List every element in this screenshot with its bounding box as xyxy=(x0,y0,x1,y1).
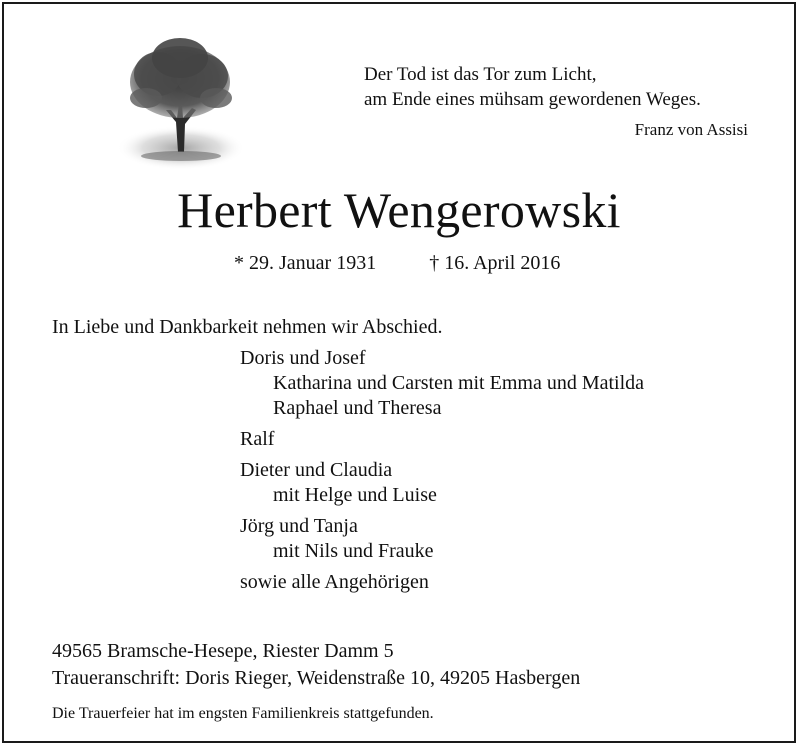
family-group xyxy=(240,346,644,421)
family-member: mit Helge und Luise xyxy=(273,484,437,506)
family-head: Ralf xyxy=(240,428,275,450)
family-group xyxy=(240,514,644,564)
obituary-notice xyxy=(2,2,796,743)
family-member: mit Nils und Frauke xyxy=(273,540,434,562)
funeral-note: Die Trauerfeier hat im engsten Familienkreis stattgefunden. xyxy=(52,705,434,722)
mourning-address: Traueranschrift: Doris Rieger, Weidenstraße 10, 49205 Hasbergen xyxy=(52,667,581,689)
family-group xyxy=(240,570,644,595)
death-date: † 16. April 2016 xyxy=(429,252,561,274)
residence-address: 49565 Bramsche-Hesepe, Riester Damm 5 xyxy=(52,640,394,662)
quote-line: am Ende eines mühsam gewordenen Weges. xyxy=(364,89,701,110)
life-dates xyxy=(234,252,560,275)
family-head: sowie alle Angehörigen xyxy=(240,571,429,593)
family-member: Katharina und Carsten mit Emma und Matilda xyxy=(273,372,645,394)
farewell-text: In Liebe und Dankbarkeit nehmen wir Abschied. xyxy=(52,316,443,338)
quote xyxy=(364,62,701,112)
address-block xyxy=(52,638,580,692)
mourners-list xyxy=(240,346,644,601)
family-head: Dieter und Claudia xyxy=(240,459,393,481)
family-group xyxy=(240,427,644,452)
family-group xyxy=(240,458,644,508)
quote-author: Franz von Assisi xyxy=(634,120,748,139)
deceased-name: Herbert Wengerowski xyxy=(177,182,621,238)
birth-date: * 29. Januar 1931 xyxy=(234,252,377,274)
quote-line: Der Tod ist das Tor zum Licht, xyxy=(364,64,597,85)
family-head: Doris und Josef xyxy=(240,347,366,369)
tree-icon xyxy=(116,26,246,174)
family-member: Raphael und Theresa xyxy=(273,397,442,419)
family-head: Jörg und Tanja xyxy=(240,515,358,537)
